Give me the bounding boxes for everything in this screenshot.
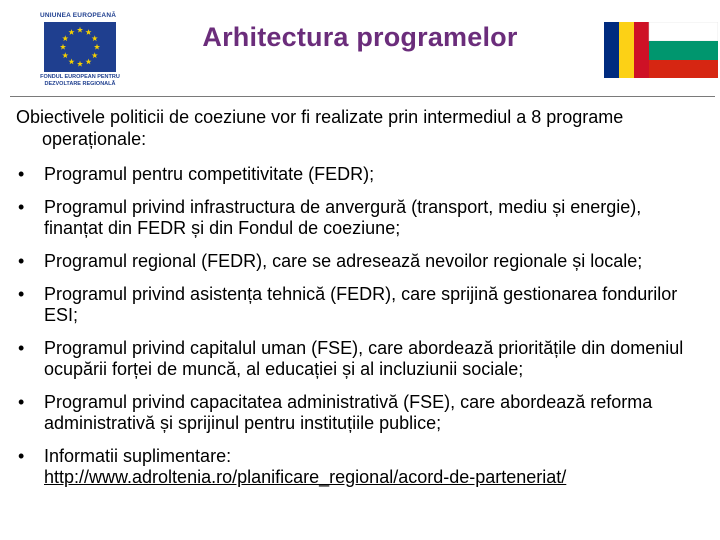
title-divider <box>10 96 715 97</box>
eu-logo-bottom-text: FONDUL EUROPEAN PENTRU DEZVOLTARE REGIONALĂ <box>40 74 120 87</box>
info-label: Informatii suplimentare: <box>44 446 232 466</box>
bullet-icon: • <box>18 164 25 184</box>
bullet-icon: • <box>18 284 25 304</box>
list-item-info <box>0 446 700 488</box>
list-item: • Programul regional (FEDR), care se adresează nevoilor regionale și locale; <box>18 251 643 271</box>
list-item: • Programul privind infrastructura de anvergură (transport, mediu și energie), finanțat din FEDR și din Fondul de coeziune; <box>18 197 642 238</box>
slide-title: Arhitectura programelor <box>202 22 518 52</box>
bullet-icon: • <box>18 251 25 271</box>
bullet-icon: • <box>18 338 25 358</box>
bullet-icon: • <box>18 446 25 466</box>
list-item: • Programul privind asistența tehnică (FEDR), care sprijină gestionarea fondurilor ESI; <box>18 284 678 325</box>
list-item: • Programul privind capacitatea administrativă (FSE), care abordează reforma administrativă și sprijinul pentru instituțiile publice; <box>18 392 653 433</box>
list-item: • Programul pentru competitivitate (FEDR); <box>18 164 375 184</box>
intro-paragraph: Obiectivele politicii de coeziune vor fi realizate prin intermediul a 8 programe operaționale: <box>16 107 624 149</box>
program-list <box>0 164 700 500</box>
bullet-icon: • <box>18 392 25 412</box>
bullet-icon: • <box>18 197 25 217</box>
partnership-agreement-link[interactable]: http://www.adroltenia.ro/planificare_regional/acord-de-parteneriat/ <box>44 467 567 487</box>
bulgaria-flag-red <box>649 60 718 78</box>
eu-logo-top-text: UNIUNEA EUROPEANĂ <box>40 12 117 19</box>
list-item: • Programul privind capitalul uman (FSE), care abordează prioritățile din domeniul ocupării forței de muncă, al educației și al incluziunii sociale; <box>18 338 684 379</box>
